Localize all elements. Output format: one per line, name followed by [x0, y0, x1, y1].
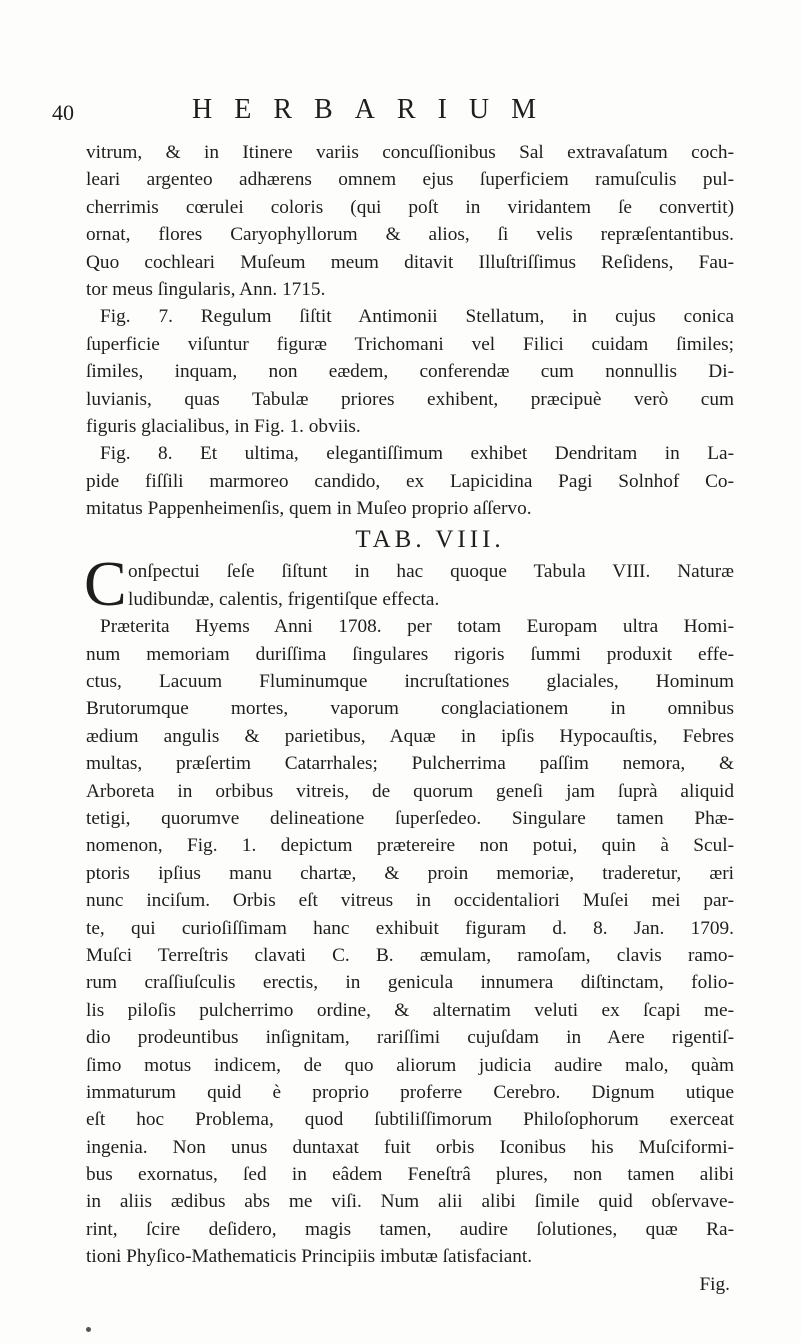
text-line: eſt hoc Problema, quod ſubtiliſſimorum Philoſophorum exerceat	[86, 1109, 734, 1131]
text-line: ſuperficie viſuntur figuræ Trichomani vel Filici cuidam ſimiles;	[86, 333, 734, 355]
drop-cap: C	[84, 548, 127, 620]
text-line: in aliis ædibus abs me viſi. Num alii alibi ſimile quid obſervave-	[86, 1191, 734, 1213]
paragraph-tab-8-body	[86, 613, 734, 1270]
text-line: Muſci Terreſtris clavati C. B. æmulam, ramoſam, clavis ramo-	[86, 944, 734, 966]
text-line: tioni Phyſico-Mathematicis Principiis imbutæ ſatisfaciant.	[86, 1246, 533, 1268]
text-line: Arboreta in orbibus vitreis, de quorum geneſi jam ſuprà aliquid	[86, 780, 734, 802]
text-line: immaturum quid è proprio proferre Cerebro. Dignum utique	[86, 1081, 734, 1103]
text-line: Fig. 7. Regulum ſiſtit Antimonii Stellatum, in cujus conica	[100, 306, 734, 328]
section-heading: TAB. VIII.	[355, 526, 505, 554]
catchword: Fig.	[699, 1273, 730, 1295]
text-line: cherrimis cœrulei coloris (qui poſt in viridantem ſe convertit)	[86, 196, 734, 218]
text-line: ptoris ipſius manu chartæ, & proin memoriæ, traderetur, æri	[86, 862, 734, 884]
paragraph-tab-8-opening	[84, 548, 734, 620]
text-line: dio prodeuntibus inſignitam, rariſſimi cujuſdam in Aere rigentiſ-	[86, 1027, 734, 1049]
text-line: luvianis, quas Tabulæ priores exhibent, præcipuè verò cum	[86, 388, 734, 410]
paragraph-fig-7	[86, 303, 734, 440]
page-header	[52, 94, 742, 130]
text-line: nunc inciſum. Orbis eſt vitreus in occidentaliori Muſei mei par-	[86, 890, 734, 912]
text-line: onſpectui ſeſe ſiſtunt in hac quoque Tabula VIII. Naturæ	[128, 561, 734, 583]
text-line: ingenia. Non unus duntaxat fuit orbis Iconibus his Muſciformi-	[86, 1136, 734, 1158]
ink-speck	[86, 1327, 91, 1332]
page-number: 40	[52, 100, 74, 125]
text-line: te, qui curioſiſſimam hanc exhibuit figuram d. 8. Jan. 1709.	[86, 917, 734, 939]
text-line: ſimo motus indicem, de quo aliorum judicia audire malo, quàm	[86, 1054, 734, 1076]
text-line: tetigi, quorumve delineatione ſuperſedeo. Singulare tamen Phæ-	[86, 807, 734, 829]
text-line: ludibundæ, calentis, frigentiſque effecta.	[128, 588, 440, 610]
text-line: Fig. 8. Et ultima, elegantiſſimum exhibet Dendritam in La-	[100, 443, 734, 465]
paragraph-1	[86, 139, 734, 303]
text-line: vitrum, & in Itinere variis concuſſionibus Sal extravaſatum coch-	[86, 142, 734, 163]
text-line: ædium angulis & parietibus, Aquæ in ipſis Hypocauſtis, Febres	[86, 725, 734, 747]
text-line: ornat, flores Caryophyllorum & alios, ſi velis repræſentantibus.	[86, 224, 734, 246]
text-line: ctus, Lacuum Fluminumque incruſtationes glaciales, Hominum	[86, 671, 734, 693]
running-title: HERBARIUM	[192, 94, 559, 125]
text-line: Præterita Hyems Anni 1708. per totam Europam ultra Homi-	[100, 616, 734, 638]
body-text	[86, 139, 734, 1298]
text-line: multas, præſertim Catarrhales; Pulcherrima paſſim nemora, &	[86, 753, 734, 775]
text-line: figuris glacialibus, in Fig. 1. obviis.	[86, 415, 361, 437]
text-line: leari argenteo adhærens omnem ejus ſuperficiem ramuſculis pul-	[86, 169, 734, 191]
text-line: num memoriam duriſſima ſingulares rigoris ſummi produxit effe-	[86, 643, 734, 665]
text-line: mitatus Pappenheimenſis, quem in Muſeo proprio aſſervo.	[86, 498, 532, 520]
text-line: Brutorumque mortes, vaporum conglaciationem in omnibus	[86, 698, 734, 720]
text-line: tor meus ſingularis, Ann. 1715.	[86, 278, 326, 300]
text-line: ſimiles, inquam, non eædem, conferendæ cum nonnullis Di-	[86, 361, 734, 383]
text-line: nomenon, Fig. 1. depictum prætereire non potui, quin à Scul-	[86, 835, 734, 857]
text-line: rum craſſiuſculis erectis, in genicula innumera diſtinctam, folio-	[86, 972, 734, 994]
text-line: rint, ſcire deſidero, magis tamen, audire ſolutiones, quæ Ra-	[86, 1218, 734, 1240]
paragraph-fig-8	[86, 440, 734, 522]
text-line: Quo cochleari Muſeum meum ditavit Illuſtriſſimus Reſidens, Fau-	[86, 251, 734, 273]
text-line: bus exornatus, ſed in eâdem Feneſtrâ plures, non tamen alibi	[86, 1164, 734, 1186]
text-line: pide fiſſili marmoreo candido, ex Lapicidina Pagi Solnhof Co-	[86, 470, 734, 492]
text-line: lis piloſis pulcherrimo ordine, & alternatim veluti ex ſcapi me-	[86, 999, 734, 1021]
